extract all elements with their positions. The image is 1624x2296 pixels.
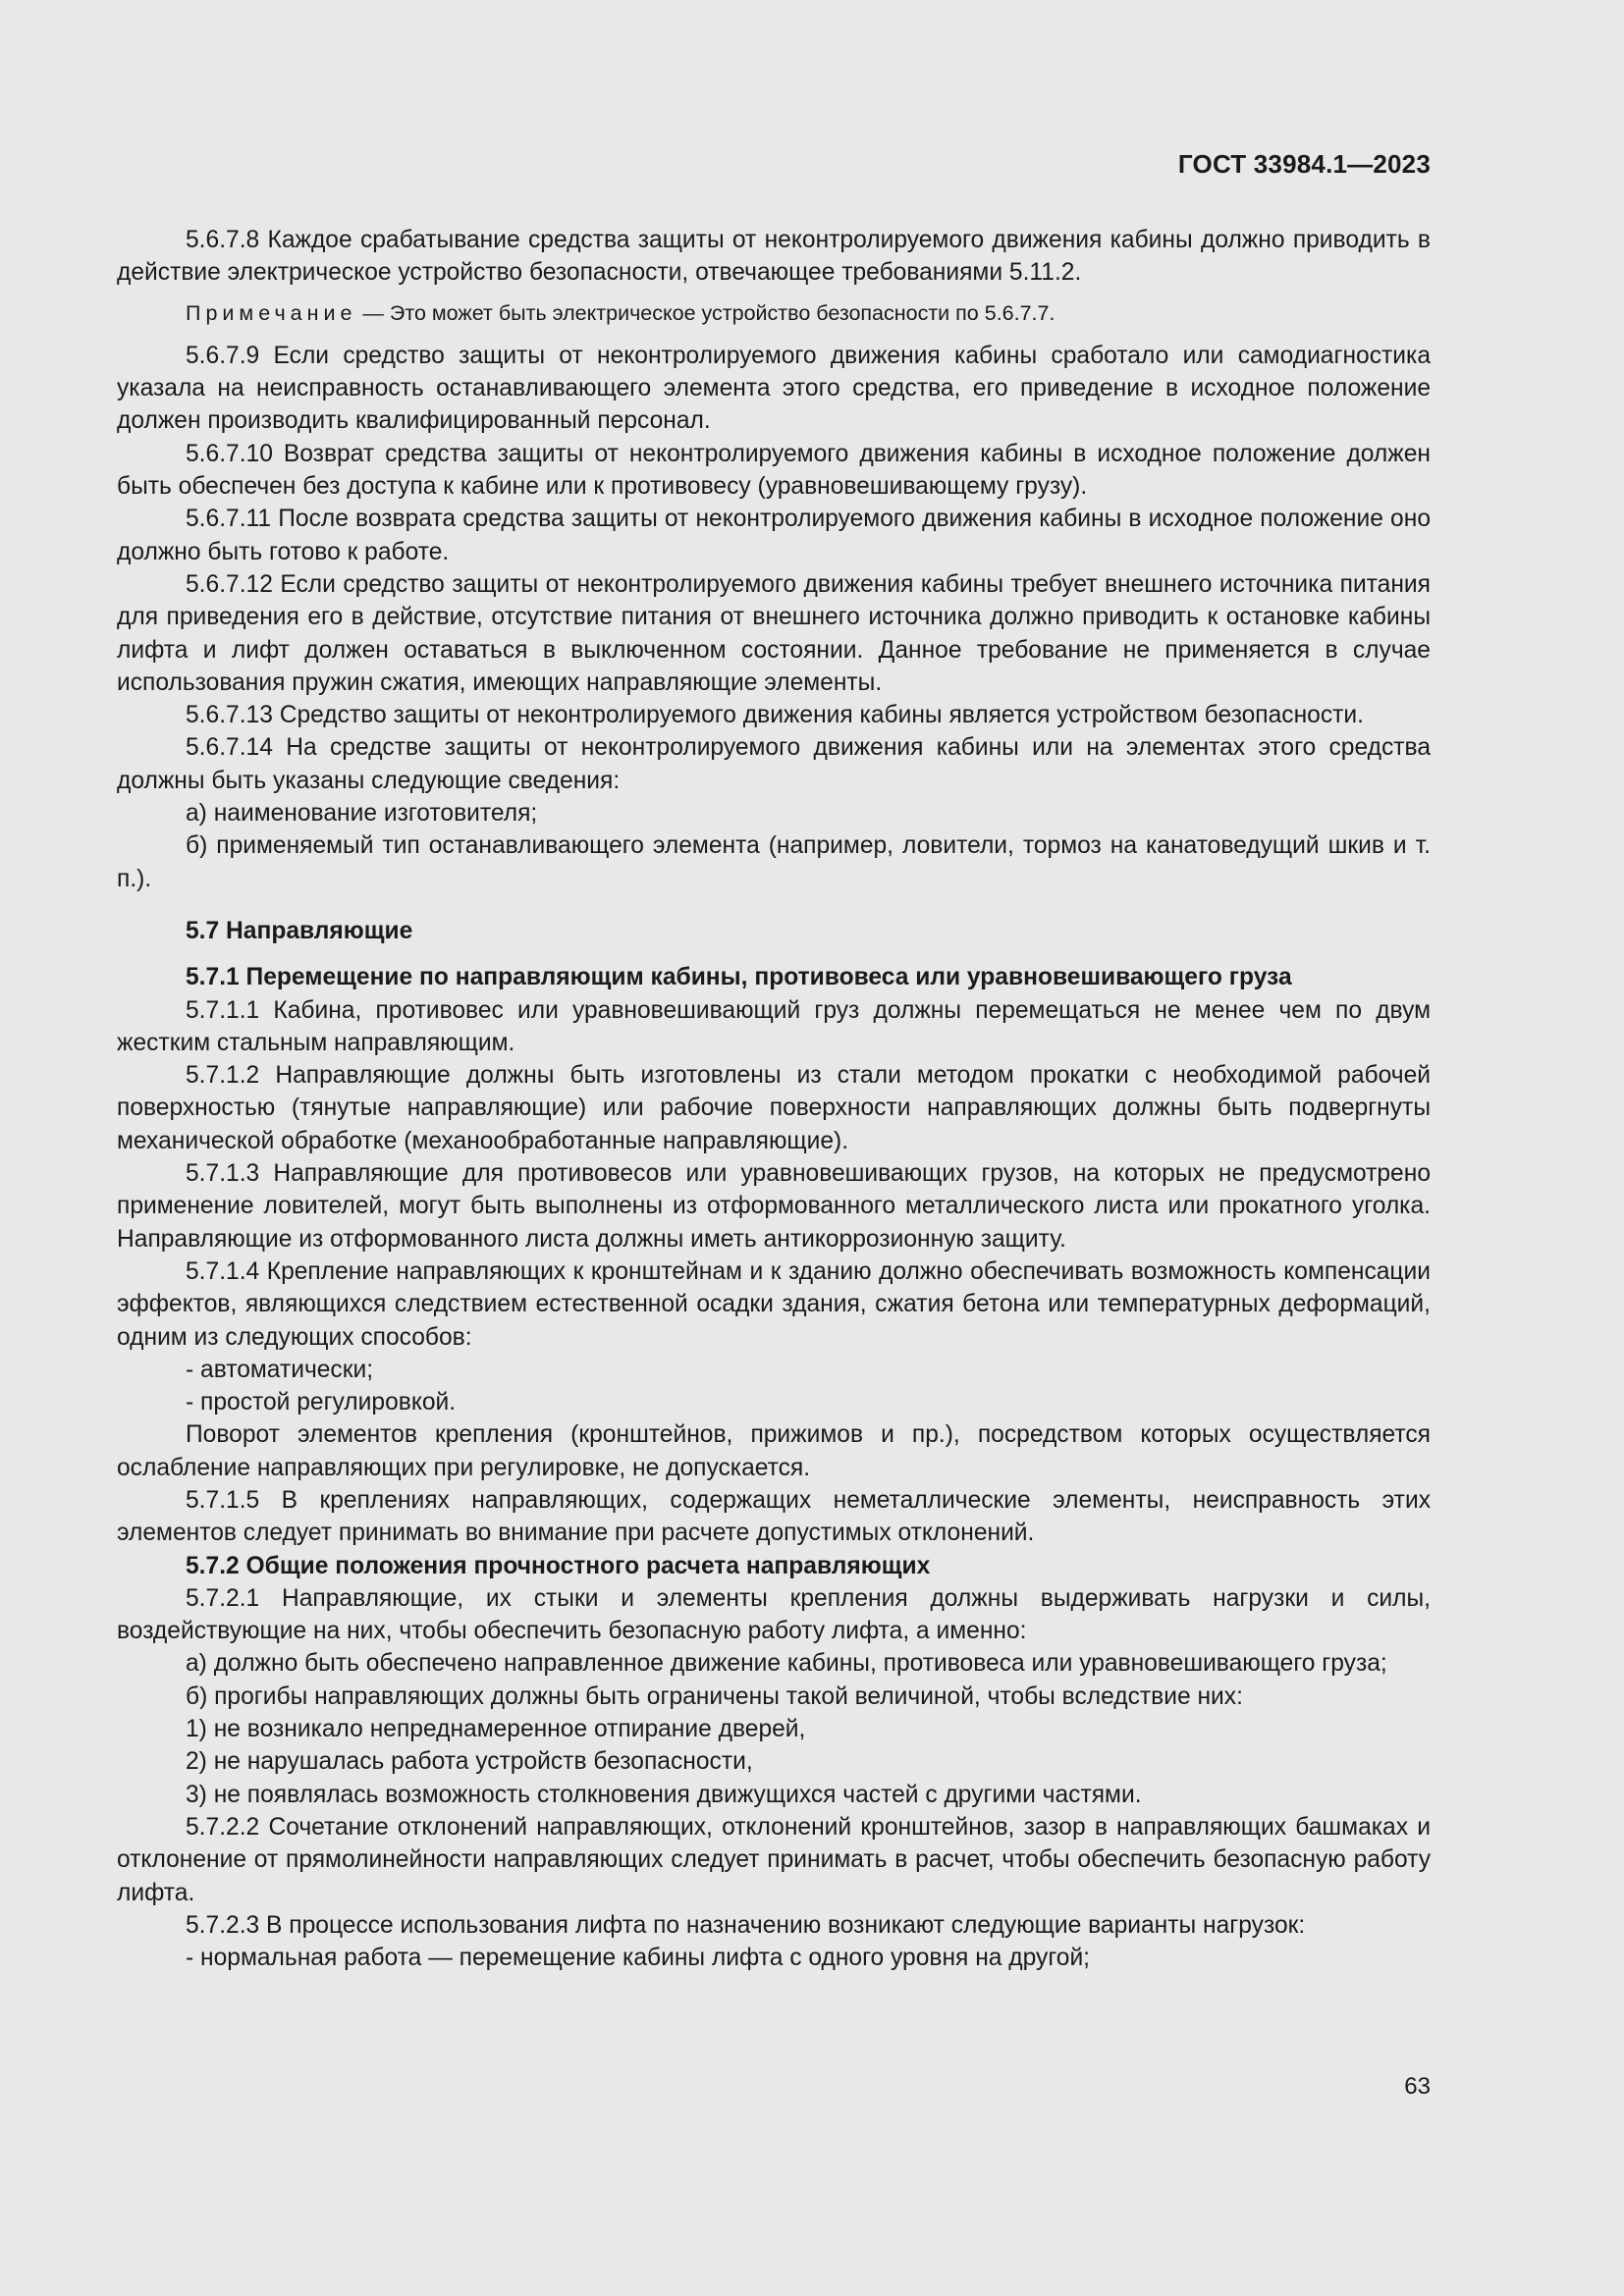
section-heading-5-7: 5.7 Направляющие — [186, 917, 413, 944]
paragraph-5-7-1-4: 5.7.1.4 Крепление направляющих к кронштейнам и к зданию должно обеспечивать возможность компенсации эффектов, являющихся следствием естественной осадки здания, сжатия бетона или температурных деформаций, одним из следующих способов: — [117, 1257, 1431, 1351]
paragraph-5-7-2-2: 5.7.2.2 Сочетание отклонений направляющих, отклонений кронштейнов, зазор в направляющих башмаках и отклонение от прямолинейности направляющих следует принимать в расчет, чтобы обеспечить безопасную работу лифта. — [117, 1813, 1431, 1906]
list-item-5-6-7-14-b: б) применяемый тип останавливающего элемента (например, ловители, тормоз на канатоведущий шкив и т. п.). — [117, 832, 1431, 892]
list-item-5-7-2-1-b: б) прогибы направляющих должны быть ограничены такой величиной, чтобы вследствие них: — [186, 1682, 1243, 1710]
paragraph-5-6-7-12: 5.6.7.12 Если средство защиты от неконтролируемого движения кабины требует внешнего источника питания для приведения его в действие, отсутствие питания от внешнего источника должно приводить к остановке кабины лифта и лифт должен оставаться в выключенном состоянии. Данное требование не применяется в случае использования пружин сжатия, имеющих направляющие элементы. — [117, 570, 1431, 696]
paragraph-5-6-7-11: 5.6.7.11 После возврата средства защиты от неконтролируемого движения кабины в исходное положение оно должно быть готово к работе. — [117, 506, 1431, 565]
list-item-5-7-2-3-a: - нормальная работа — перемещение кабины лифта с одного уровня на другой; — [186, 1945, 1091, 1972]
list-item-5-7-1-4-b: - простой регулировкой. — [186, 1389, 457, 1416]
list-item-5-7-2-1-b-2: 2) не нарушалась работа устройств безопасности, — [186, 1748, 753, 1776]
note-text: — Это может быть электрическое устройство безопасности по 5.6.7.7. — [356, 300, 1056, 325]
note-label: Примечание — [186, 300, 357, 325]
paragraph-5-6-7-8: 5.6.7.8 Каждое срабатывание средства защиты от неконтролируемого движения кабины должно приводить в действие электрическое устройство безопасности, отвечающее требованиями 5.11.2. — [117, 227, 1431, 287]
paragraph-5-7-2-3: 5.7.2.3 В процессе использования лифта по назначению возникают следующие варианты нагрузок: — [186, 1911, 1306, 1939]
list-item-5-7-2-1-b-3: 3) не появлялась возможность столкновения движущихся частей с другими частями. — [186, 1781, 1142, 1808]
list-item-5-7-2-1-b-1: 1) не возникало непреднамеренное отпирание дверей, — [186, 1716, 806, 1743]
note — [117, 297, 1431, 330]
list-item-5-6-7-14-a: а) наименование изготовителя; — [186, 800, 538, 828]
paragraph-5-7-1-4-c: Поворот элементов крепления (кронштейнов, прижимов и пр.), посредством которых осуществляется ослабление направляющих при регулировке, не допускается. — [117, 1421, 1431, 1481]
list-item-5-7-2-1-a: а) должно быть обеспечено направленное движение кабины, противовеса или уравновешивающего груза; — [186, 1650, 1387, 1678]
paragraph-5-6-7-14: 5.6.7.14 На средстве защиты от неконтролируемого движения кабины или на элементах этого средства должны быть указаны следующие сведения: — [117, 734, 1431, 794]
paragraph-5-6-7-9: 5.6.7.9 Если средство защиты от неконтролируемого движения кабины сработало или самодиагностика указала на неисправность останавливающего элемента этого средства, его приведение в исходное положение должен производить квалифицированный персонал. — [117, 342, 1431, 435]
paragraph-5-7-1-2: 5.7.1.2 Направляющие должны быть изготовлены из стали методом прокатки с необходимой рабочей поверхностью (тянутые направляющие) или рабочие поверхности направляющих должны быть подвергнуты механической обработке (механообработанные направляющие). — [117, 1062, 1431, 1154]
paragraph-5-7-2-1: 5.7.2.1 Направляющие, их стыки и элементы крепления должны выдерживать нагрузки и силы, воздействующие на них, чтобы обеспечить безопасную работу лифта, а именно: — [117, 1584, 1431, 1645]
paragraph-5-7-1-1: 5.7.1.1 Кабина, противовес или уравновешивающий груз должны перемещаться не менее чем по двум жестким стальным направляющим. — [117, 996, 1431, 1056]
paragraph-5-7-1-5: 5.7.1.5 В креплениях направляющих, содержащих неметаллические элементы, неисправность этих элементов следует принимать во внимание при расчете допустимых отклонений. — [117, 1486, 1431, 1547]
document-body — [117, 224, 1431, 1974]
paragraph-5-7-1-3: 5.7.1.3 Направляющие для противовесов или уравновешивающих грузов, на которых не предусмотрено применение ловителей, могут быть выполнены из отформованного металлического листа или прокатного уголка. Направляющие из отформованного листа должны иметь антикоррозионную защиту. — [117, 1160, 1431, 1253]
paragraph-5-6-7-13: 5.6.7.13 Средство защиты от неконтролируемого движения кабины является устройством безопасности. — [186, 702, 1364, 729]
subsection-heading-5-7-2: 5.7.2 Общие положения прочностного расчета направляющих — [186, 1552, 931, 1579]
paragraph-5-6-7-10: 5.6.7.10 Возврат средства защиты от неконтролируемого движения кабины в исходное положение должен быть обеспечен без доступа к кабине или к противовесу (уравновешивающему грузу). — [117, 440, 1431, 501]
page-number: 63 — [1404, 2073, 1431, 2100]
list-item-5-7-1-4-a: - автоматически; — [186, 1356, 374, 1383]
subsection-heading-5-7-1: 5.7.1 Перемещение по направляющим кабины, противовеса или уравновешивающего груза — [186, 964, 1292, 991]
document-header: ГОСТ 33984.1—2023 — [1177, 149, 1431, 179]
